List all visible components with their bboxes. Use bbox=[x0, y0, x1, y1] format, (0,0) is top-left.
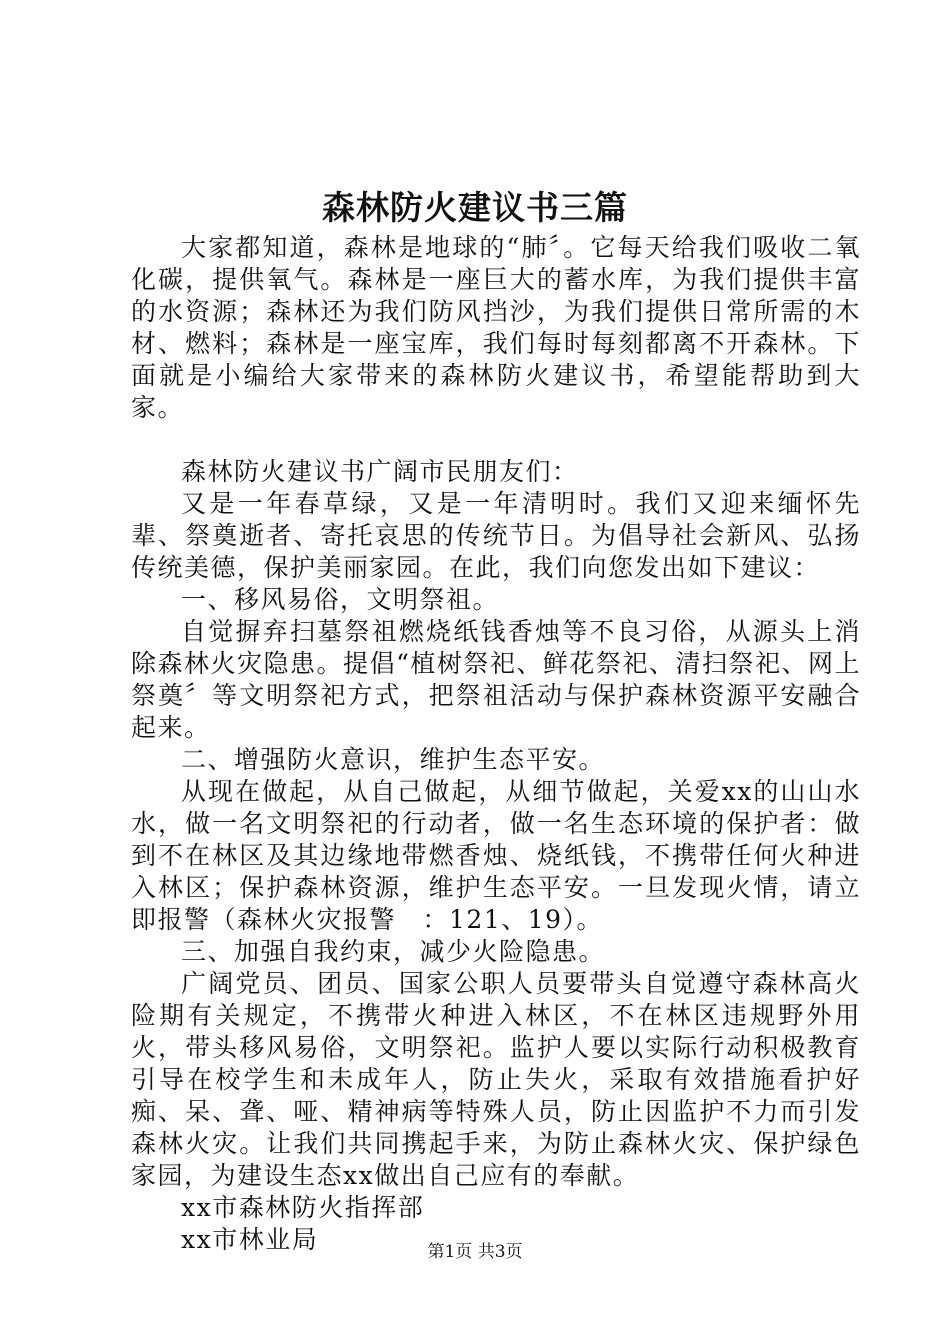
document-body bbox=[131, 232, 861, 1256]
proposal-heading: 森林防火建议书广阔市民朋友们： bbox=[181, 457, 579, 486]
proposal-paragraph: 又是一年春草绿，又是一年清明时。我们又迎来缅怀先辈、祭奠逝者、寄托哀思的传统节日。为倡导社会新风、弘扬传统美德，保护美丽家园。在此，我们向您发出如下建议： bbox=[131, 489, 861, 582]
page-footer: 第1页 共3页 bbox=[427, 1242, 523, 1262]
signature-line-1: xx市森林防火指挥部 bbox=[181, 1193, 425, 1222]
section-paragraph-1: 自觉摒弃扫墓祭祖燃烧纸钱香烛等不良习俗，从源头上消除森林火灾隐患。提倡“植树祭祀、鲜花祭祀、清扫祭祀、网上祭奠〞等文明祭祀方式，把祭祖活动与保护森林资源平安融合起来。 bbox=[131, 617, 861, 742]
signature-line-2: xx市林业局 bbox=[181, 1225, 319, 1254]
paragraph-spacer bbox=[131, 424, 861, 456]
section-heading-2: 二、增强防火意识，维护生态平安。 bbox=[181, 745, 606, 774]
section-paragraph-3: 广阔党员、团员、国家公职人员要带头自觉遵守森林高火险期有关规定，不携带火种进入林区，不在林区违规野外用火，带头移风易俗，文明祭祀。监护人要以实际行动积极教育引导在校学生和未成年人，防止失火，采取有效措施看护好痴、呆、聋、哑、精神病等特殊人员，防止因监护不力而引发森林火灾。让我们共同携起手来，为防止森林火灾、保护绿色家园，为建设生态xx做出自己应有的奉献。 bbox=[131, 969, 861, 1190]
document-title: 森林防火建议书三篇 bbox=[322, 188, 628, 227]
section-heading-3: 三、加强自我约束，减少火险隐患。 bbox=[181, 937, 606, 966]
section-paragraph-2: 从现在做起，从自己做起，从细节做起，关爱xx的山山水水，做一名文明祭祀的行动者，做一名生态环境的保护者：做到不在林区及其边缘地带燃香烛、烧纸钱，不携带任何火种进入林区；保护森林资源，维护生态平安。一旦发现火情，请立即报警（森林火灾报警 ：121、19）。 bbox=[131, 777, 861, 934]
intro-paragraph: 大家都知道，森林是地球的“肺〞。它每天给我们吸收二氧化碳，提供氧气。森林是一座巨大的蓄水库，为我们提供丰富的水资源；森林还为我们防风挡沙，为我们提供日常所需的木材、燃料；森林是一座宝库，我们每时每刻都离不开森林。下面就是小编给大家带来的森林防火建议书，希望能帮助到大家。 bbox=[131, 233, 861, 422]
section-heading-1: 一、移风易俗，文明祭祖。 bbox=[181, 585, 500, 614]
